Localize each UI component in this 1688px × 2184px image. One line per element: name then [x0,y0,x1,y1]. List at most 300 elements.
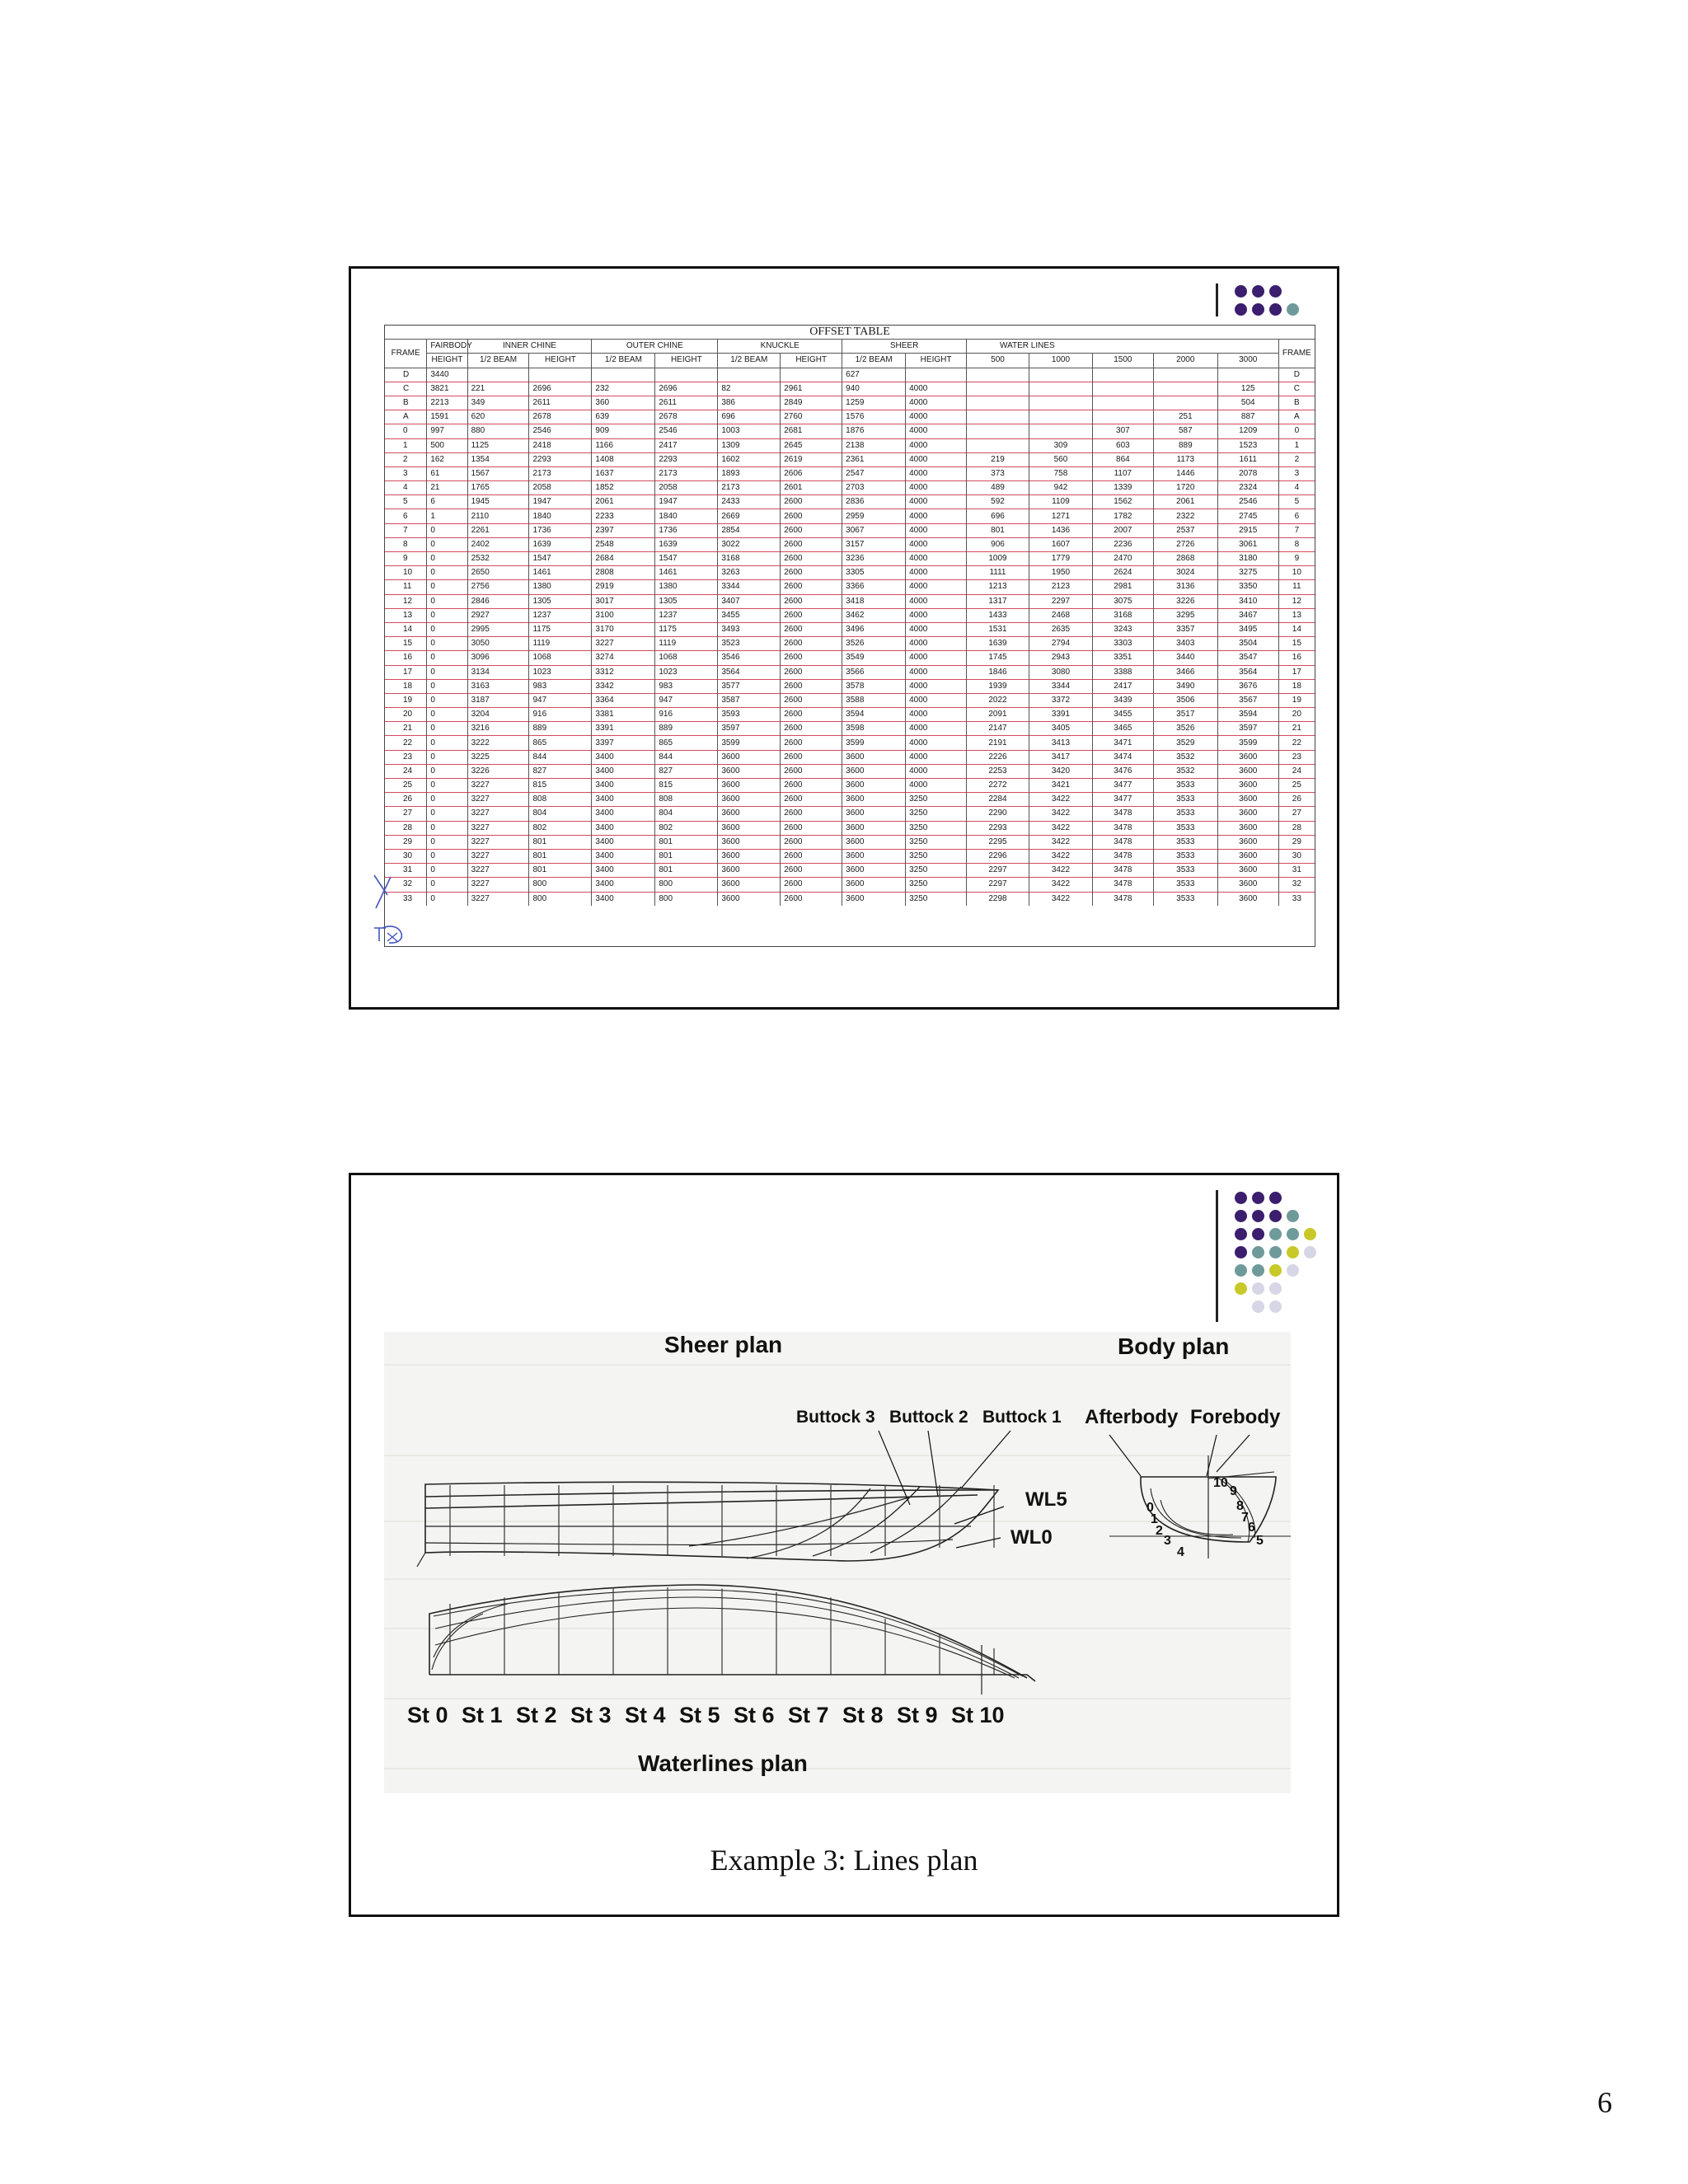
offset-cell: 3422 [1029,864,1092,878]
table-row [385,552,1315,566]
offset-cell: 801 [529,864,592,878]
offset-cell [967,424,1029,438]
offset-cell: 1175 [655,622,718,636]
offset-cell: 3600 [1217,750,1278,764]
offset-cell: 2600 [781,750,842,764]
table-row [385,495,1315,509]
table-row [385,878,1315,892]
offset-cell: 3350 [1217,580,1278,594]
logo-dot [1235,1210,1247,1222]
offset-cell: 373 [967,466,1029,480]
offset-cell: 3400 [592,892,655,906]
table-row [385,750,1315,764]
table-row [385,892,1315,906]
offset-cell: 1547 [529,552,592,566]
slide-lines-plan [349,1173,1339,1917]
table-row [385,722,1315,736]
offset-cell: 4000 [906,637,967,651]
offset-cell: 603 [1092,438,1153,452]
offset-cell [906,368,967,382]
offset-cell: 1237 [529,608,592,622]
offset-cell: 3250 [906,892,967,906]
table-row [385,594,1315,608]
offset-cell: 3600 [718,878,781,892]
offset-cell: 3490 [1153,679,1217,693]
offset-cell: 21 [427,481,467,495]
offset-cell: 0 [427,708,467,722]
offset-cell: 3250 [906,821,967,835]
offset-cell: 3600 [842,779,906,793]
offset-cell: 2253 [967,764,1029,778]
offset-cell: 2007 [1092,523,1153,537]
logo-dot [1252,303,1264,316]
offset-cell: 3546 [718,651,781,665]
station-label: St 1 [462,1703,503,1727]
offset-cell: 800 [529,892,592,906]
offset-cell: 3600 [842,849,906,863]
frame-cell: 10 [385,566,427,580]
offset-cell: 82 [718,382,781,396]
offset-cell: 2650 [467,566,529,580]
offset-cell: 309 [1029,438,1092,452]
offset-cell: 800 [655,878,718,892]
offset-cell: 3533 [1153,807,1217,821]
offset-cell: 3600 [1217,878,1278,892]
offset-cell: 0 [427,651,467,665]
offset-cell: 4000 [906,396,967,410]
offset-cell: 3403 [1153,637,1217,651]
offset-cell: 1602 [718,452,781,466]
frame-cell: 25 [385,779,427,793]
offset-cell: 4000 [906,665,967,679]
offset-cell: 2324 [1217,481,1278,495]
offset-cell: 2061 [1153,495,1217,509]
station-label: St 7 [788,1703,829,1727]
offset-cell: 3227 [467,821,529,835]
table-row [385,821,1315,835]
offset-cell: 19 [1278,693,1315,707]
logo-dot [1269,1228,1282,1240]
offset-cell: 3420 [1029,764,1092,778]
offset-cell: 3493 [718,622,781,636]
offset-cell: 0 [427,537,467,551]
offset-cell: 0 [427,722,467,736]
offset-cell: 3597 [1217,722,1278,736]
offset-cell: 827 [529,764,592,778]
offset-cell: 3477 [1092,793,1153,807]
offset-cell: 916 [529,708,592,722]
offset-cell [967,382,1029,396]
offset-cell: 2995 [467,622,529,636]
table-row [385,693,1315,707]
offset-cell: 3227 [467,807,529,821]
logo-dot [1269,1246,1282,1258]
wl0-label: WL0 [1010,1526,1053,1549]
table-row [385,764,1315,778]
offset-cell: 947 [655,693,718,707]
offset-cell: 0 [427,580,467,594]
offset-cell: 2684 [592,552,655,566]
offset-cell: 1461 [529,566,592,580]
offset-cell: 815 [655,779,718,793]
offset-cell: 3413 [1029,736,1092,750]
offset-cell [1153,396,1217,410]
sub-header-cell: 1500 [1092,354,1153,368]
slide-caption: Example 3: Lines plan [710,1844,978,1877]
offset-cell: 2915 [1217,523,1278,537]
offset-cell [1153,382,1217,396]
offset-cell: 3274 [592,651,655,665]
offset-cell: 3465 [1092,722,1153,736]
offset-cell: 3600 [718,892,781,906]
offset-cell: 2022 [967,693,1029,707]
offset-cell: 801 [655,835,718,849]
sub-header-cell: HEIGHT [655,354,718,368]
offset-cell: 1852 [592,481,655,495]
table-row [385,807,1315,821]
offset-cell: 4000 [906,452,967,466]
offset-cell: 2600 [781,821,842,835]
offset-cell: 2919 [592,580,655,594]
offset-cell: 3204 [467,708,529,722]
body-station-number: 1 [1151,1512,1158,1526]
offset-cell: 4000 [906,424,967,438]
offset-cell: 909 [592,424,655,438]
offset-cell: 1009 [967,552,1029,566]
offset-cell: 2147 [967,722,1029,736]
offset-cell: 2470 [1092,552,1153,566]
offset-cell: 2402 [467,537,529,551]
offset-cell: 2284 [967,793,1029,807]
offset-cell: 0 [427,750,467,764]
offset-cell: 1639 [967,637,1029,651]
offset-cell: 800 [655,892,718,906]
offset-cell: 1125 [467,438,529,452]
logo-dot [1252,1246,1264,1258]
offset-cell: 1119 [529,637,592,651]
offset-cell: 4000 [906,651,967,665]
offset-cell: 3275 [1217,566,1278,580]
offset-cell: 2600 [781,679,842,693]
offset-cell: 3381 [592,708,655,722]
offset-cell: 3478 [1092,807,1153,821]
offset-table-wrapper [384,325,1315,947]
offset-cell [1092,382,1153,396]
offset-cell: 1436 [1029,523,1092,537]
offset-cell: 1271 [1029,509,1092,523]
offset-cell: 2696 [655,382,718,396]
offset-cell: 4000 [906,594,967,608]
offset-cell: 1166 [592,438,655,452]
offset-cell: 28 [1278,821,1315,835]
offset-cell: 4000 [906,552,967,566]
group-fairbody: FAIRBODY [427,340,467,354]
offset-cell: 3476 [1092,764,1153,778]
frame-cell: 3 [385,466,427,480]
offset-cell: 3676 [1217,679,1278,693]
offset-cell: 2600 [781,651,842,665]
offset-cell: 2078 [1217,466,1278,480]
offset-cell: 0 [427,608,467,622]
offset-cell: 4000 [906,537,967,551]
logo-dot [1287,1210,1299,1222]
offset-cell: 2600 [781,779,842,793]
group-water-lines: WATER LINES [967,340,1279,354]
frame-cell: 19 [385,693,427,707]
offset-cell: 2600 [781,523,842,537]
offset-cell: 2322 [1153,509,1217,523]
offset-cell: 2703 [842,481,906,495]
offset-cell: 1591 [427,410,467,424]
offset-cell: 3600 [718,821,781,835]
body-plan-station-numbers [1146,1476,1264,1559]
logo-dot [1235,1282,1247,1295]
offset-cell: 1109 [1029,495,1092,509]
offset-cell: 802 [529,821,592,835]
offset-cell: 2433 [718,495,781,509]
offset-cell: 1 [1278,438,1315,452]
table-row [385,736,1315,750]
offset-cell: 125 [1217,382,1278,396]
offset-cell: 947 [529,693,592,707]
offset-cell: 3598 [842,722,906,736]
offset-cell: 7 [1278,523,1315,537]
offset-cell [1029,382,1092,396]
offset-cell [1029,410,1092,424]
offset-cell: 29 [1278,835,1315,849]
offset-cell: 3017 [592,594,655,608]
offset-cell: 2600 [781,736,842,750]
frame-cell: 8 [385,537,427,551]
offset-cell: 3222 [467,736,529,750]
body-plan-title: Body plan [1118,1333,1230,1359]
offset-cell: 3547 [1217,651,1278,665]
offset-cell: 2600 [781,509,842,523]
frame-cell: 23 [385,750,427,764]
offset-cell: 1876 [842,424,906,438]
offset-cell: 2058 [529,481,592,495]
offset-cell: 2600 [781,622,842,636]
offset-cell: C [1278,382,1315,396]
offset-cell: 2600 [781,552,842,566]
offset-cell: 2293 [529,452,592,466]
offset-cell: 489 [967,481,1029,495]
offset-cell: 4000 [906,750,967,764]
offset-cell: 3526 [842,637,906,651]
offset-cell: 2600 [781,807,842,821]
offset-cell: 3400 [592,821,655,835]
offset-cell: 3226 [467,764,529,778]
body-station-number: 2 [1156,1524,1163,1538]
offset-cell: 2600 [781,693,842,707]
offset-cell: 906 [967,537,1029,551]
offset-cell: 3600 [842,793,906,807]
offset-cell: 4000 [906,580,967,594]
offset-cell: 3523 [718,637,781,651]
offset-cell: 2110 [467,509,529,523]
offset-cell: 3227 [467,878,529,892]
lines-plan-drawing [384,1332,1291,1793]
offset-cell: 3599 [842,736,906,750]
offset-cell: 26 [1278,793,1315,807]
offset-cell: 2681 [781,424,842,438]
offset-cell: 2600 [781,495,842,509]
offset-cell: 804 [529,807,592,821]
offset-cell: 1 [427,509,467,523]
group-sheer: SHEER [842,340,967,354]
offset-cell: 2961 [781,382,842,396]
offset-cell: 4000 [906,779,967,793]
table-row [385,466,1315,480]
offset-cell: 15 [1278,637,1315,651]
offset-cell: 804 [655,807,718,821]
offset-cell: 880 [467,424,529,438]
offset-cell: 0 [427,892,467,906]
offset-cell: 23 [1278,750,1315,764]
buttock-1-label: Buttock 1 [982,1408,1062,1427]
sub-header-cell: 1/2 BEAM [718,354,781,368]
logo-dot [1252,1282,1264,1295]
table-row [385,396,1315,410]
offset-cell: 3344 [718,580,781,594]
offset-cell: 3600 [718,864,781,878]
offset-cell: 3455 [1092,708,1153,722]
offset-cell: 983 [529,679,592,693]
page-number: 6 [1597,2086,1612,2119]
offset-cell: 3467 [1217,608,1278,622]
offset-cell: 2468 [1029,608,1092,622]
logo-dot [1269,285,1282,298]
offset-cell [967,368,1029,382]
offset-cell: 3564 [1217,665,1278,679]
offset-cell: 1523 [1217,438,1278,452]
frame-cell: 28 [385,821,427,835]
offset-cell: 2 [1278,452,1315,466]
offset-cell: 4000 [906,693,967,707]
offset-cell: 2619 [781,452,842,466]
offset-cell: 1305 [529,594,592,608]
offset-cell: 1433 [967,608,1029,622]
offset-cell: 9 [1278,552,1315,566]
table-row [385,368,1315,382]
offset-cell: 3227 [467,793,529,807]
table-row [385,637,1315,651]
offset-cell: 2836 [842,495,906,509]
offset-cell: 3594 [1217,708,1278,722]
offset-cell: 3050 [467,637,529,651]
offset-cell: 13 [1278,608,1315,622]
offset-cell: 1023 [529,665,592,679]
offset-cell: 0 [427,849,467,863]
body-station-number: 0 [1146,1501,1154,1515]
offset-cell: 3600 [1217,835,1278,849]
offset-cell: 3312 [592,665,655,679]
offset-cell: 2261 [467,523,529,537]
offset-cell: 3422 [1029,807,1092,821]
logo-dot [1252,1192,1264,1204]
offset-cell: 827 [655,764,718,778]
offset-cell: 3478 [1092,835,1153,849]
offset-cell: 17 [1278,665,1315,679]
offset-cell: 3400 [592,807,655,821]
offset-cell: 844 [655,750,718,764]
station-label: St 9 [897,1703,938,1727]
offset-cell: 3400 [592,750,655,764]
offset-cell: 0 [427,679,467,693]
frame-cell: 7 [385,523,427,537]
offset-cell: 14 [1278,622,1315,636]
offset-cell: 0 [427,594,467,608]
offset-cell: 360 [592,396,655,410]
frame-cell: 31 [385,864,427,878]
offset-cell [655,368,718,382]
offset-cell: 3422 [1029,793,1092,807]
offset-cell: 801 [967,523,1029,537]
offset-cell: 808 [655,793,718,807]
frame-cell: 22 [385,736,427,750]
offset-cell: 3533 [1153,864,1217,878]
offset-cell: 3250 [906,849,967,863]
offset-cell: 940 [842,382,906,396]
offset-cell: 31 [1278,864,1315,878]
offset-cell: 0 [427,693,467,707]
offset-cell: 3478 [1092,849,1153,863]
offset-table-body [385,368,1315,906]
table-row [385,779,1315,793]
offset-cell: A [1278,410,1315,424]
offset-cell: 3372 [1029,693,1092,707]
forebody-label: Forebody [1190,1406,1281,1428]
offset-cell: 20 [1278,708,1315,722]
offset-cell: 3100 [592,608,655,622]
offset-cell: 4000 [906,523,967,537]
offset-cell: 1305 [655,594,718,608]
offset-cell: 1562 [1092,495,1153,509]
station-label: St 0 [407,1703,448,1727]
offset-cell: 2600 [781,665,842,679]
offset-cell: 3600 [842,764,906,778]
offset-cell: 815 [529,779,592,793]
offset-cell: 3504 [1217,637,1278,651]
offset-cell: 0 [427,807,467,821]
offset-cell: 3600 [842,821,906,835]
frame-cell: 29 [385,835,427,849]
frame-cell: 21 [385,722,427,736]
offset-cell: 758 [1029,466,1092,480]
offset-cell: 22 [1278,736,1315,750]
offset-cell: 3567 [1217,693,1278,707]
offset-cell: 0 [427,566,467,580]
offset-cell: 2943 [1029,651,1092,665]
offset-cell: 3478 [1092,878,1153,892]
offset-cell: 4000 [906,764,967,778]
offset-cell: 2600 [781,878,842,892]
sheer-plan-title: Sheer plan [664,1332,783,1357]
offset-cell: 3549 [842,651,906,665]
handwritten-marks [369,870,419,953]
sub-header-cell: 1000 [1029,354,1092,368]
station-labels [407,1703,1034,1732]
offset-cell: 3250 [906,864,967,878]
offset-cell: 560 [1029,452,1092,466]
offset-cell: 3600 [1217,821,1278,835]
offset-cell: 3061 [1217,537,1278,551]
body-station-number: 9 [1230,1484,1237,1498]
offset-cell: 2760 [781,410,842,424]
offset-cell: 1947 [655,495,718,509]
logo-bar [1216,284,1218,316]
offset-cell: 3821 [427,382,467,396]
